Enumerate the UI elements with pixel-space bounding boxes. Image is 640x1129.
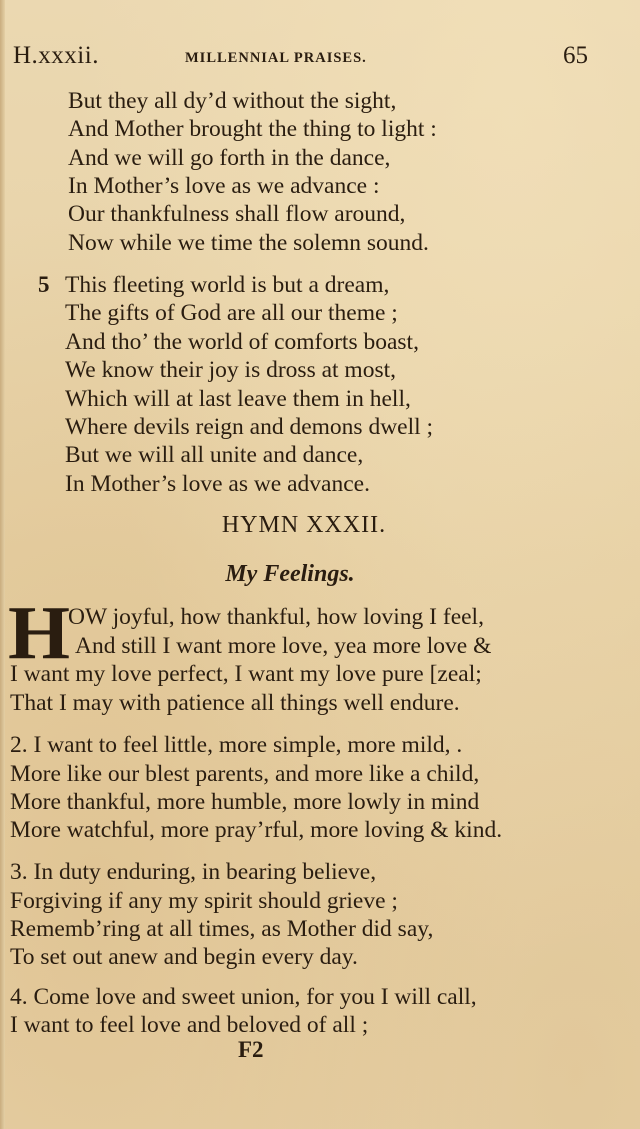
stanza-number: 4. (10, 984, 28, 1010)
verse-line: Where devils reign and demons dwell ; (65, 414, 434, 440)
verse-line: 4. Come love and sweet union, for you I will call, (10, 984, 477, 1010)
verse-line: We know their joy is dross at most, (65, 357, 396, 383)
stanza-number: 3. (10, 859, 28, 885)
verse-line: Our thankfulness shall flow around, (68, 201, 406, 227)
verse-line: OW joyful, how thankful, how loving I feel, (68, 604, 484, 630)
verse-line: And still I want more love, yea more love & (75, 633, 492, 659)
verse-line: This fleeting world is but a dream, (65, 272, 390, 298)
verse-line: 2. I want to feel little, more simple, more mild, . (10, 732, 463, 758)
hymn-reference: H.xxxii. (13, 42, 99, 69)
verse-line: Forgiving if any my spirit should grieve ; (10, 888, 398, 914)
verse-line: And tho’ the world of comforts boast, (65, 329, 419, 355)
verse-line: I want my love perfect, I want my love pure [zeal; (10, 661, 482, 687)
verse-line: More watchful, more pray’rful, more loving & kind. (10, 817, 503, 843)
drop-cap: H (8, 591, 71, 675)
signature-mark: F2 (238, 1037, 264, 1062)
verse-line: But we will all unite and dance, (65, 442, 364, 468)
verse-line: More like our blest parents, and more like a child, (10, 761, 480, 787)
book-title: MILLENNIAL PRAISES. (185, 50, 367, 66)
verse-line: The gifts of God are all our theme ; (65, 300, 398, 326)
verse-line: That I may with patience all things well endure. (10, 690, 460, 716)
verse-line: Rememb’ring at all times, as Mother did say, (10, 916, 434, 942)
verse-line: I want to feel love and beloved of all ; (10, 1012, 369, 1038)
hymn-title: HYMN XXXII. (221, 512, 387, 538)
verse-line: In Mother’s love as we advance : (68, 173, 380, 199)
verse-line: 3. In duty enduring, in bearing believe, (10, 859, 377, 885)
verse-line: And we will go forth in the dance, (68, 145, 391, 171)
verse-line: Now while we time the solemn sound. (68, 230, 429, 256)
hymn-subtitle: My Feelings. (225, 561, 355, 587)
stanza-number: 5 (38, 272, 50, 297)
page-number: 65 (563, 42, 588, 69)
stanza-number: 2. (10, 732, 28, 758)
verse-line: Which will at last leave them in hell, (65, 386, 411, 412)
verse-line: And Mother brought the thing to light : (68, 116, 437, 142)
verse-line: More thankful, more humble, more lowly in mind (10, 789, 480, 815)
verse-line: In Mother’s love as we advance. (65, 471, 370, 497)
verse-line: But they all dy’d without the sight, (68, 88, 397, 114)
running-head (0, 42, 640, 72)
verse-line: To set out anew and begin every day. (10, 944, 358, 970)
